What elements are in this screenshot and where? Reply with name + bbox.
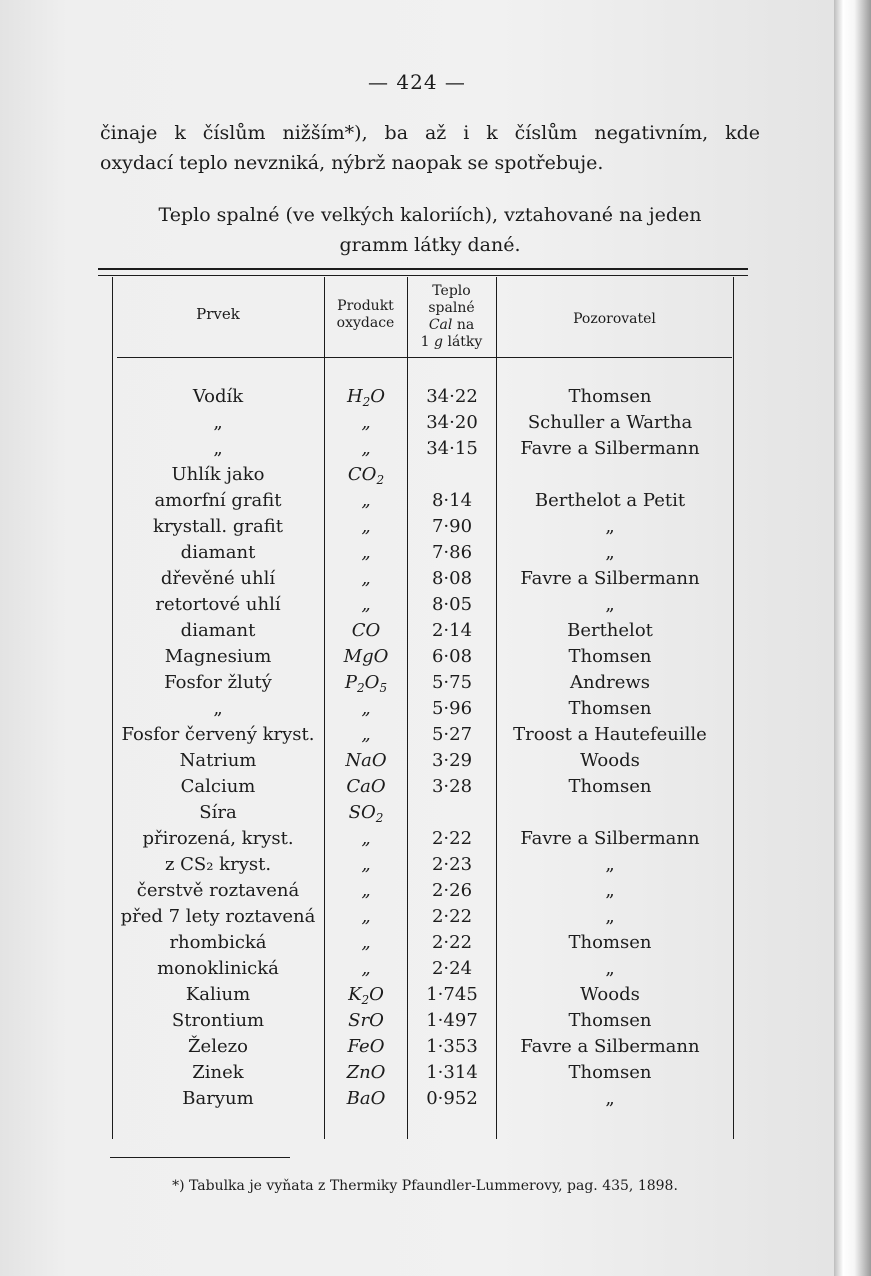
cell-observer: Schuller a Wartha bbox=[527, 412, 693, 433]
table-row bbox=[0, 826, 834, 852]
table-top-rule-thin bbox=[98, 275, 748, 276]
cell-element: krystall. grafit bbox=[153, 516, 283, 537]
table-row bbox=[0, 748, 834, 774]
table-row bbox=[0, 1086, 834, 1112]
cell-product: „ bbox=[361, 490, 371, 511]
cell-product: ZnO bbox=[346, 1062, 386, 1083]
cell-heat-value: 1·314 bbox=[426, 1062, 478, 1083]
table-row bbox=[0, 566, 834, 592]
cell-product: FeO bbox=[347, 1036, 385, 1057]
intro-line-1: činaje k číslům nižším*), ba až i k číslům negativním, kde bbox=[100, 122, 760, 144]
table-body bbox=[0, 384, 834, 1112]
cell-element: diamant bbox=[180, 542, 256, 563]
table-row bbox=[0, 904, 834, 930]
table-row bbox=[0, 540, 834, 566]
cell-element: Fosfor žlutý bbox=[164, 672, 272, 693]
table-row bbox=[0, 618, 834, 644]
cell-heat-value: 6·08 bbox=[431, 646, 473, 667]
cell-element: Uhlík jako bbox=[171, 464, 265, 485]
cell-product: „ bbox=[361, 880, 371, 901]
cell-element: retortové uhlí bbox=[155, 594, 281, 615]
cell-element: monoklinická bbox=[157, 958, 279, 979]
cell-product: „ bbox=[361, 958, 371, 979]
cell-observer: Berthelot a Petit bbox=[534, 490, 686, 511]
table-row bbox=[0, 800, 834, 826]
cell-product: „ bbox=[361, 724, 371, 745]
cell-element: Síra bbox=[199, 802, 237, 823]
cell-observer: Favre a Silbermann bbox=[520, 1036, 700, 1057]
header-observer: Pozorovatel bbox=[573, 311, 656, 327]
cell-element: Vodík bbox=[192, 386, 244, 407]
table-row bbox=[0, 670, 834, 696]
cell-observer: Thomsen bbox=[568, 386, 652, 407]
cell-product: „ bbox=[361, 516, 371, 537]
cell-heat-value: 8·14 bbox=[431, 490, 473, 511]
cell-product: CO bbox=[351, 620, 381, 641]
table-row bbox=[0, 852, 834, 878]
cell-observer: Thomsen bbox=[568, 1010, 652, 1031]
cell-element: diamant bbox=[180, 620, 256, 641]
cell-element: rhombická bbox=[169, 932, 267, 953]
cell-observer: Thomsen bbox=[568, 1062, 652, 1083]
cell-element: Fosfor červený kryst. bbox=[121, 724, 315, 745]
cell-product: $P_2O_5$ bbox=[344, 672, 388, 695]
cell-product: „ bbox=[361, 932, 371, 953]
cell-heat-value: 34·15 bbox=[426, 438, 478, 459]
table-row bbox=[0, 982, 834, 1008]
cell-element: dřevěné uhlí bbox=[160, 568, 276, 589]
cell-observer: Favre a Silbermann bbox=[520, 828, 700, 849]
caption-line-2: gramm látky dané. bbox=[339, 234, 521, 256]
cell-product: $K_2O$ bbox=[348, 984, 384, 1007]
cell-product: „ bbox=[361, 594, 371, 615]
cell-product: $H_2O$ bbox=[346, 386, 386, 409]
cell-heat-value: 34·20 bbox=[426, 412, 478, 433]
cell-observer: Troost a Hautefeuille bbox=[513, 724, 707, 745]
cell-element: z CS₂ kryst. bbox=[164, 854, 272, 875]
cell-observer: Favre a Silbermann bbox=[520, 438, 700, 459]
cell-product: „ bbox=[361, 698, 371, 719]
cell-heat-value: 8·05 bbox=[431, 594, 473, 615]
table-top-rule bbox=[98, 268, 748, 270]
cell-element: Baryum bbox=[182, 1088, 254, 1109]
cell-observer: Thomsen bbox=[568, 698, 652, 719]
table-row bbox=[0, 696, 834, 722]
table-row bbox=[0, 1008, 834, 1034]
cell-element: Calcium bbox=[180, 776, 256, 797]
cell-heat-value: 2·24 bbox=[431, 958, 473, 979]
cell-heat-value: 5·27 bbox=[431, 724, 473, 745]
cell-element: přirozená, kryst. bbox=[142, 828, 294, 849]
cell-heat-value: 1·497 bbox=[426, 1010, 478, 1031]
cell-product: „ bbox=[361, 828, 371, 849]
cell-heat-value: 3·29 bbox=[431, 750, 473, 771]
page-number: — 424 — bbox=[368, 70, 466, 94]
cell-heat-value: 3·28 bbox=[431, 776, 473, 797]
cell-heat-value: 7·90 bbox=[431, 516, 473, 537]
cell-heat-value: 0·952 bbox=[426, 1088, 478, 1109]
intro-paragraph bbox=[100, 118, 760, 178]
cell-observer: Berthelot bbox=[567, 620, 653, 641]
cell-observer: Woods bbox=[580, 750, 640, 771]
table-row bbox=[0, 488, 834, 514]
cell-heat-value: 2·14 bbox=[431, 620, 473, 641]
cell-observer: „ bbox=[605, 594, 615, 615]
cell-element: Zinek bbox=[192, 1062, 244, 1083]
cell-product: „ bbox=[361, 412, 371, 433]
cell-product: „ bbox=[361, 854, 371, 875]
cell-element: Magnesium bbox=[164, 646, 272, 667]
cell-observer: Andrews bbox=[569, 672, 650, 693]
cell-observer: „ bbox=[605, 516, 615, 537]
cell-product: „ bbox=[361, 438, 371, 459]
table-row bbox=[0, 1034, 834, 1060]
header-element: Prvek bbox=[196, 305, 240, 323]
book-spine bbox=[834, 0, 871, 1276]
cell-heat-value: 2·22 bbox=[431, 828, 473, 849]
cell-observer: „ bbox=[605, 854, 615, 875]
cell-heat-value: 2·26 bbox=[431, 880, 473, 901]
cell-element: čerstvě roztavená bbox=[136, 880, 300, 901]
cell-element: „ bbox=[213, 412, 223, 433]
cell-heat-value: 7·86 bbox=[431, 542, 473, 563]
table-caption bbox=[100, 200, 760, 260]
cell-element: Strontium bbox=[171, 1010, 265, 1031]
cell-heat-value: 1·353 bbox=[426, 1036, 478, 1057]
cell-heat-value: 2·23 bbox=[431, 854, 473, 875]
header-heat: Teplo spalné Cal na 1 g látky bbox=[420, 283, 483, 350]
table-row bbox=[0, 436, 834, 462]
table-row bbox=[0, 384, 834, 410]
cell-product: CaO bbox=[346, 776, 386, 797]
cell-heat-value: 34·22 bbox=[426, 386, 478, 407]
header-product: Produkt oxydace bbox=[336, 298, 395, 331]
cell-heat-value: 2·22 bbox=[431, 932, 473, 953]
cell-product: „ bbox=[361, 542, 371, 563]
footnote: *) Tabulka je vyňata z Thermiky Pfaundler-Lummerovy, pag. 435, 1898. bbox=[172, 1178, 678, 1194]
cell-product: $SO_2$ bbox=[348, 802, 384, 825]
table-header-rule bbox=[117, 357, 732, 358]
cell-element: „ bbox=[213, 698, 223, 719]
cell-observer: Thomsen bbox=[568, 646, 652, 667]
cell-observer: „ bbox=[605, 1088, 615, 1109]
cell-product: MgO bbox=[343, 646, 389, 667]
footnote-rule bbox=[110, 1157, 290, 1158]
table-row bbox=[0, 930, 834, 956]
cell-heat-value: 1·745 bbox=[426, 984, 478, 1005]
cell-observer: Thomsen bbox=[568, 776, 652, 797]
cell-element: před 7 lety roztavená bbox=[120, 906, 316, 927]
cell-heat-value: 2·22 bbox=[431, 906, 473, 927]
table-row bbox=[0, 722, 834, 748]
intro-line-2: oxydací teplo nevzniká, nýbrž naopak se spotřebuje. bbox=[100, 152, 604, 174]
table-row bbox=[0, 462, 834, 488]
cell-observer: Thomsen bbox=[568, 932, 652, 953]
cell-element: Železo bbox=[188, 1036, 248, 1057]
cell-element: amorfní grafit bbox=[154, 490, 282, 511]
cell-element: Kalium bbox=[185, 984, 251, 1005]
cell-observer: „ bbox=[605, 906, 615, 927]
cell-product: NaO bbox=[345, 750, 387, 771]
cell-product: $CO_2$ bbox=[347, 464, 385, 487]
cell-observer: „ bbox=[605, 542, 615, 563]
table-row bbox=[0, 956, 834, 982]
cell-product: „ bbox=[361, 568, 371, 589]
table-row bbox=[0, 878, 834, 904]
cell-heat-value: 5·75 bbox=[431, 672, 473, 693]
cell-heat-value: 8·08 bbox=[431, 568, 473, 589]
cell-heat-value: 5·96 bbox=[431, 698, 473, 719]
cell-product: BaO bbox=[346, 1088, 386, 1109]
cell-element: Natrium bbox=[179, 750, 257, 771]
cell-observer: Woods bbox=[580, 984, 640, 1005]
cell-product: SrO bbox=[348, 1010, 384, 1031]
cell-observer: „ bbox=[605, 958, 615, 979]
table-row bbox=[0, 410, 834, 436]
table-row bbox=[0, 592, 834, 618]
table-row bbox=[0, 774, 834, 800]
cell-observer: Favre a Silbermann bbox=[520, 568, 700, 589]
cell-product: „ bbox=[361, 906, 371, 927]
table-row bbox=[0, 514, 834, 540]
cell-element: „ bbox=[213, 438, 223, 459]
cell-observer: „ bbox=[605, 880, 615, 901]
table-row bbox=[0, 1060, 834, 1086]
table-row bbox=[0, 644, 834, 670]
caption-line-1: Teplo spalné (ve velkých kaloriích), vztahované na jeden bbox=[158, 204, 702, 226]
